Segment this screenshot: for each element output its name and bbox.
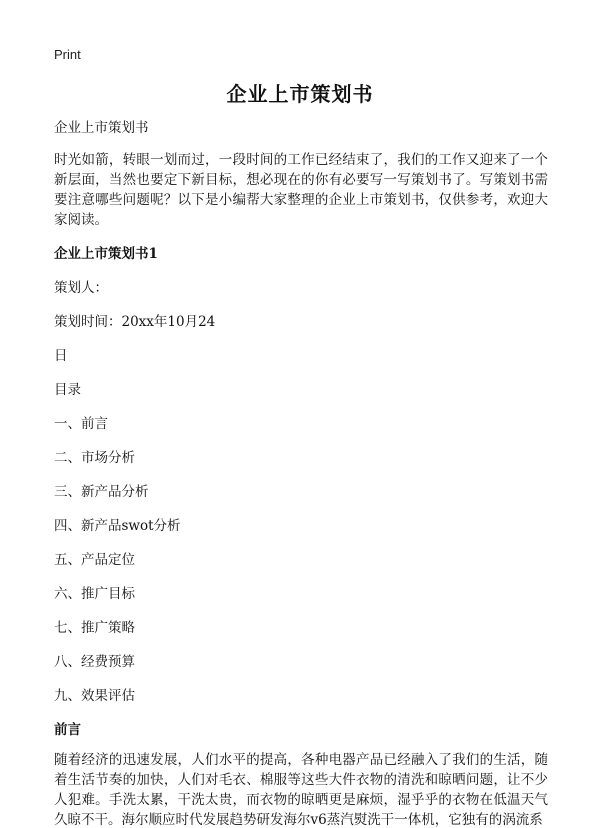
print-link[interactable]: Print [54,47,81,62]
document-subtitle: 企业上市策划书 [54,120,149,136]
plan-time: 策划时间：20xx年10月24 [54,314,216,330]
toc-item: 六、推广目标 [54,586,135,602]
document-title: 企业上市策划书 [226,82,374,106]
toc-item: 五、产品定位 [54,552,135,568]
toc-item: 二、市场分析 [54,450,135,466]
intro-paragraph: 时光如箭，转眼一划而过，一段时间的工作已经结束了，我们的工作又迎来了一个新层面，当然也要定下新目标，想必现在的你有必要写一写策划书了。写策划书需要注意哪些问题呢？以下是小编帮大家整理的企业上市策划书，仅供参考，欢迎大家阅读。 [54,152,548,228]
preface-paragraph: 随着经济的迅速发展，人们水平的提高，各种电器产品已经融入了我们的生活，随着生活节奏的加快，人们对毛衣、棉服等这些大件衣物的清洗和晾晒问题，让不少人犯难。手洗太累，干洗太贵，而衣物的晾晒更是麻烦，湿乎乎的衣物在低温天气久晾不干。海尔顺应时代发展趋势研发海尔v6蒸汽熨洗干一体机，它独有的涡流系 [54,752,548,828]
toc-item: 九、效果评估 [54,688,135,704]
table-of-contents [54,414,548,706]
toc-title: 目录 [54,382,81,398]
planner-label: 策划人： [54,280,108,296]
toc-item: 三、新产品分析 [54,484,149,500]
toc-item: 四、新产品swot分析 [54,518,181,534]
preface-heading: 前言 [54,722,81,738]
toc-item: 八、经费预算 [54,654,135,670]
document-content [54,118,548,828]
section-heading: 企业上市策划书1 [54,246,158,262]
toc-item: 七、推广策略 [54,620,135,636]
plan-time-continuation: 日 [54,348,68,364]
toc-item: 一、前言 [54,416,108,432]
